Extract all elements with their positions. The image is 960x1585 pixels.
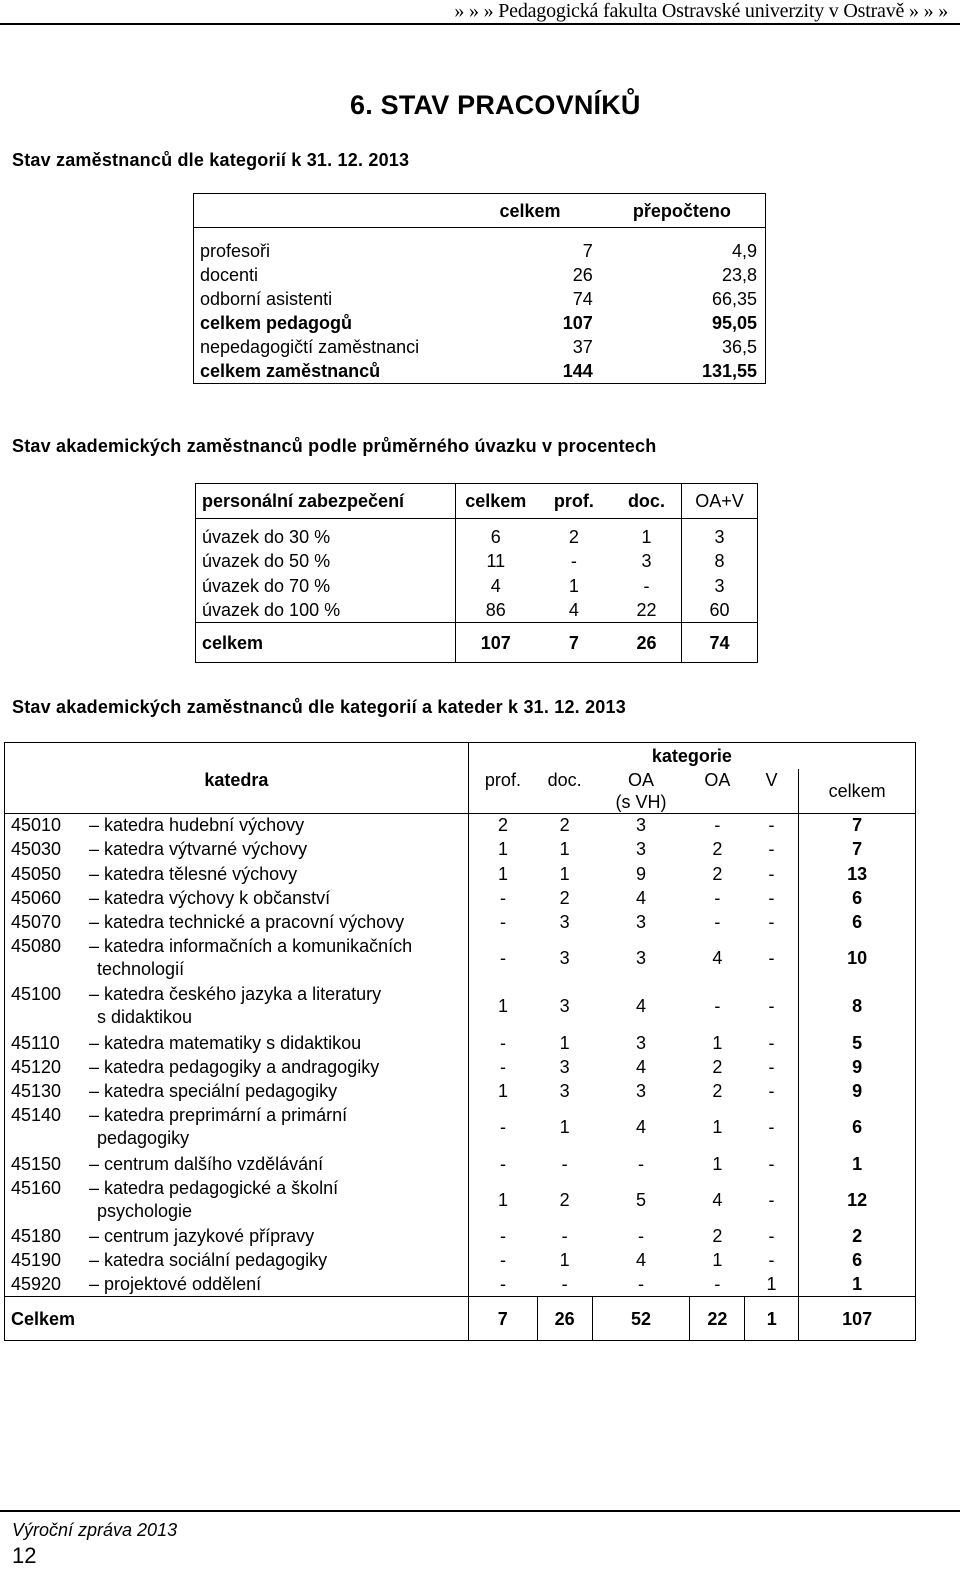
t3-row-oa-vh: 9 xyxy=(636,863,647,884)
t3-row-celkem: 8 xyxy=(799,982,916,1030)
t1-header-celkem: celkem xyxy=(461,194,601,228)
t3-row-code: 45160 xyxy=(11,1177,62,1198)
t3-row-prof: 1 xyxy=(468,1079,537,1103)
t2-row-label: úvazek do 70 % xyxy=(196,574,456,599)
t3-row-name-cont: pedagogiky xyxy=(97,1128,190,1149)
t2-row-label: úvazek do 100 % xyxy=(196,598,456,623)
t3-row-department xyxy=(5,1176,469,1224)
t3-row-doc: - xyxy=(561,1153,568,1174)
t3-total-prof: 7 xyxy=(468,1297,537,1341)
t3-row-v: - xyxy=(745,1079,799,1103)
page-number: 12 xyxy=(12,1543,37,1568)
t3-row-oa: 2 xyxy=(712,1081,723,1102)
t3-row-department xyxy=(5,1030,469,1054)
t3-header-prof: prof. xyxy=(468,769,537,814)
t3-row-name: – projektové oddělení xyxy=(89,1274,262,1295)
t2-header-celkem: celkem xyxy=(455,484,536,519)
t1-separator-cell xyxy=(194,228,462,239)
t3-total-doc: 26 xyxy=(537,1297,592,1341)
t3-row-oa-vh: 5 xyxy=(636,1189,647,1210)
t3-row-celkem: 2 xyxy=(799,1224,916,1248)
section3-heading: Stav akademických zaměstnanců dle kategorií a kateder k 31. 12. 2013 xyxy=(12,697,626,717)
t3-row-oa-vh: 4 xyxy=(636,996,647,1017)
t3-row xyxy=(5,813,916,837)
t3-row-celkem: 5 xyxy=(799,1030,916,1054)
t3-row-code: 45180 xyxy=(11,1225,62,1246)
t3-row-doc: 1 xyxy=(559,1250,570,1271)
t3-row-oa: 4 xyxy=(712,948,723,969)
t3-row xyxy=(5,1055,916,1079)
department-table xyxy=(4,742,916,1341)
t1-separator-cell xyxy=(601,228,766,239)
t3-row-department xyxy=(5,934,469,982)
t3-row-oa-vh: - xyxy=(638,1274,644,1295)
t3-row-department xyxy=(5,1272,469,1296)
t3-row-doc: - xyxy=(561,1225,568,1246)
t3-row-prof: - xyxy=(468,1151,537,1175)
t3-row-name: – katedra preprimární a primární xyxy=(89,1105,348,1126)
t3-group-header: kategorie xyxy=(468,743,915,769)
t3-row xyxy=(5,1176,916,1224)
t1-row-label: odborní asistenti xyxy=(194,287,462,311)
t3-row-v: - xyxy=(745,982,799,1030)
t3-header-blank xyxy=(5,743,469,769)
t3-row-prof: - xyxy=(468,1224,537,1248)
t1-row xyxy=(194,263,766,287)
t3-header-oa-vh-label: OA xyxy=(628,769,655,790)
t3-row-oa: 1 xyxy=(712,1117,723,1138)
t3-row-name: – katedra pedagogické a školní xyxy=(89,1177,339,1198)
t3-row-celkem: 6 xyxy=(799,910,916,934)
t1-row xyxy=(194,335,766,359)
t3-row-oa: - xyxy=(714,888,721,909)
t3-row-v: - xyxy=(745,1055,799,1079)
t3-row xyxy=(5,1151,916,1175)
t2-row-label: úvazek do 50 % xyxy=(196,549,456,574)
t1-row xyxy=(194,287,766,311)
t2-row-doc: 22 xyxy=(636,600,657,620)
t3-row-code: 45010 xyxy=(11,815,62,836)
t3-row-oa: 2 xyxy=(712,839,723,860)
t3-row-doc: 3 xyxy=(559,1056,570,1077)
t3-header-oa-vh-sub: (s VH) xyxy=(615,791,667,812)
t1-row-prepocteno: 95,05 xyxy=(601,311,766,335)
t3-row-code: 45050 xyxy=(11,863,62,884)
running-header: » » » Pedagogická fakulta Ostravské univerzity v Ostravě » » » xyxy=(0,0,960,25)
t3-row-doc: 1 xyxy=(559,1032,570,1053)
t3-header-oa-vh xyxy=(592,769,690,814)
t2-total-label: celkem xyxy=(196,623,456,663)
employees-by-category-table xyxy=(193,193,766,384)
t3-row-name-cont: psychologie xyxy=(97,1200,193,1221)
t2-row-oav: 60 xyxy=(682,598,758,623)
t3-row-celkem: 6 xyxy=(799,1248,916,1272)
t3-row-oa-vh: 3 xyxy=(636,948,647,969)
t3-header-celkem: celkem xyxy=(799,769,916,814)
t3-row-department xyxy=(5,982,469,1030)
t3-row-code: 45110 xyxy=(11,1032,60,1053)
t3-row xyxy=(5,982,916,1030)
footer-rule xyxy=(0,1510,960,1512)
t3-row-celkem: 7 xyxy=(799,813,916,837)
t3-row-department xyxy=(5,1248,469,1272)
t1-row-celkem: 74 xyxy=(572,288,593,309)
t2-row-celkem: 86 xyxy=(455,598,536,623)
t3-row-v: - xyxy=(745,862,799,886)
t1-row xyxy=(194,359,766,384)
t3-row-oa-vh: 4 xyxy=(636,1117,647,1138)
t3-row-prof: - xyxy=(468,1103,537,1151)
t3-row-name: – katedra tělesné výchovy xyxy=(89,863,298,884)
t3-row-name: – centrum dalšího vzdělávání xyxy=(89,1153,324,1174)
t3-row-code: 45140 xyxy=(11,1105,62,1126)
t1-row-celkem: 26 xyxy=(572,264,593,285)
t1-row-prepocteno: 23,8 xyxy=(601,263,766,287)
t3-total-celkem: 107 xyxy=(799,1297,916,1341)
t2-row-doc: 1 xyxy=(641,527,652,547)
t3-header-doc: doc. xyxy=(537,769,592,814)
t3-row-name-cont: technologií xyxy=(97,959,185,980)
t3-row-celkem: 6 xyxy=(799,1103,916,1151)
t3-row-oa: - xyxy=(714,996,721,1017)
t3-row-celkem: 1 xyxy=(799,1151,916,1175)
t2-header-prof: prof. xyxy=(536,484,612,519)
t3-total-row xyxy=(5,1297,916,1341)
t3-row-code: 45100 xyxy=(11,984,62,1005)
t3-row-code: 45030 xyxy=(11,839,62,860)
t1-separator-cell xyxy=(461,228,601,239)
t3-row-v: 1 xyxy=(745,1272,799,1296)
t3-row-oa-vh: 4 xyxy=(636,1250,647,1271)
t3-row-department xyxy=(5,886,469,910)
t3-row-v: - xyxy=(745,934,799,982)
t1-row-prepocteno: 4,9 xyxy=(601,239,766,263)
t3-row-doc: 1 xyxy=(559,863,570,884)
t3-row-name: – katedra českého jazyka a literatury xyxy=(89,984,382,1005)
t1-row-celkem: 107 xyxy=(562,312,593,333)
t3-group-header-row xyxy=(5,743,916,769)
t3-row-department xyxy=(5,1103,469,1151)
t3-row-celkem: 6 xyxy=(799,886,916,910)
chapter-title: 6. STAV PRACOVNÍKŮ xyxy=(350,90,641,120)
t3-row xyxy=(5,1030,916,1054)
t3-row-name: – katedra výtvarné výchovy xyxy=(89,839,308,860)
t3-row-department xyxy=(5,1224,469,1248)
t1-row-label: docenti xyxy=(194,263,462,287)
t3-row-prof: 2 xyxy=(468,813,537,837)
t3-row-oa: 2 xyxy=(712,863,723,884)
workload-table xyxy=(195,483,758,663)
t3-row-name: – centrum jazykové přípravy xyxy=(89,1225,315,1246)
t3-row-v: - xyxy=(745,813,799,837)
t3-row-prof: 1 xyxy=(468,862,537,886)
t3-row-department xyxy=(5,837,469,861)
t1-header-prepocteno: přepočteno xyxy=(601,194,766,228)
t2-row-celkem: 6 xyxy=(455,519,536,550)
t3-header-v: V xyxy=(745,769,799,814)
t3-row-oa-vh: 4 xyxy=(636,1056,647,1077)
t2-header-row xyxy=(196,484,758,519)
section2-heading: Stav akademických zaměstnanců podle průměrného úvazku v procentech xyxy=(12,436,657,456)
t3-row-oa: - xyxy=(714,1274,721,1295)
t3-row-doc: - xyxy=(561,1274,568,1295)
t3-header-oa: OA xyxy=(690,769,745,814)
t1-row-celkem: 7 xyxy=(582,240,593,261)
t3-row-name-cont: s didaktikou xyxy=(97,1007,193,1028)
t3-row xyxy=(5,1248,916,1272)
t3-row-department xyxy=(5,1055,469,1079)
t3-row-name: – katedra hudební výchovy xyxy=(89,815,305,836)
t3-row-celkem: 10 xyxy=(799,934,916,982)
t3-row-doc: 3 xyxy=(559,1081,570,1102)
t3-total-oa: 22 xyxy=(690,1297,745,1341)
t1-header-row xyxy=(194,194,766,228)
t3-row-doc: 2 xyxy=(559,888,570,909)
t3-row-prof: - xyxy=(468,1248,537,1272)
t3-row-oa: 1 xyxy=(712,1153,723,1174)
t1-row xyxy=(194,239,766,263)
t3-row-prof: - xyxy=(468,934,537,982)
t3-row-code: 45080 xyxy=(11,936,62,957)
t2-row-prof: 4 xyxy=(568,600,579,620)
t2-row-prof: - xyxy=(570,551,577,572)
t2-header-label: personální zabezpečení xyxy=(196,484,456,519)
section1-heading: Stav zaměstnanců dle kategorií k 31. 12. 2013 xyxy=(12,150,410,170)
t3-row-doc: 2 xyxy=(559,1189,570,1210)
t3-row-v: - xyxy=(745,837,799,861)
t3-row-oa: 4 xyxy=(712,1189,723,1210)
t3-row xyxy=(5,1272,916,1296)
t1-row-label: nepedagogičtí zaměstnanci xyxy=(194,335,462,359)
footer-report-title: Výroční zpráva 2013 xyxy=(12,1520,178,1540)
t3-row-oa-vh: 3 xyxy=(636,839,647,860)
t3-row-code: 45130 xyxy=(11,1081,62,1102)
t3-row-oa-vh: 3 xyxy=(636,815,647,836)
t1-separator xyxy=(194,228,766,239)
t3-row-prof: - xyxy=(468,910,537,934)
t3-row-oa: 1 xyxy=(712,1032,723,1053)
t1-row-prepocteno: 36,5 xyxy=(601,335,766,359)
t3-row-department xyxy=(5,813,469,837)
t3-row-oa-vh: - xyxy=(638,1153,644,1174)
t3-row-v: - xyxy=(745,886,799,910)
t3-row-celkem: 7 xyxy=(799,837,916,861)
t3-row-v: - xyxy=(745,1248,799,1272)
t3-row-doc: 1 xyxy=(559,1117,570,1138)
t3-row-name: – katedra technické a pracovní výchovy xyxy=(89,912,405,933)
t3-column-header-row xyxy=(5,769,916,814)
t1-row-prepocteno: 66,35 xyxy=(601,287,766,311)
t3-row-code: 45060 xyxy=(11,888,62,909)
t3-row-name: – katedra informačních a komunikačních xyxy=(89,936,413,957)
t2-row-doc: 3 xyxy=(641,551,652,572)
t3-row xyxy=(5,1224,916,1248)
t3-header-katedra: katedra xyxy=(5,769,469,814)
t3-row-prof: 1 xyxy=(468,1176,537,1224)
t3-total-oa-vh: 52 xyxy=(592,1297,690,1341)
t3-row-oa: 2 xyxy=(712,1225,723,1246)
t3-row-prof: - xyxy=(468,1055,537,1079)
t3-row-name: – katedra výchovy k občanství xyxy=(89,888,331,909)
t3-total-label: Celkem xyxy=(5,1297,469,1341)
t3-row xyxy=(5,934,916,982)
t3-row-celkem: 1 xyxy=(799,1272,916,1296)
t3-row-code: 45070 xyxy=(11,912,62,933)
t3-row-doc: 3 xyxy=(559,996,570,1017)
t2-row-prof: 1 xyxy=(568,575,579,596)
t3-row-prof: - xyxy=(468,886,537,910)
t3-row-department xyxy=(5,1151,469,1175)
t2-total-row xyxy=(196,623,758,663)
t3-row-department xyxy=(5,862,469,886)
t1-row-celkem: 144 xyxy=(461,359,601,384)
t3-row-oa-vh: 3 xyxy=(636,1081,647,1102)
t1-row-label: celkem zaměstnanců xyxy=(194,359,462,384)
t3-row-celkem: 13 xyxy=(799,862,916,886)
t1-row-prepocteno: 131,55 xyxy=(601,359,766,384)
t3-row-prof: - xyxy=(468,1272,537,1296)
t3-row-department xyxy=(5,910,469,934)
t3-row-celkem: 9 xyxy=(799,1055,916,1079)
t3-row-oa: 1 xyxy=(712,1250,723,1271)
t3-row-v: - xyxy=(745,1176,799,1224)
t3-row-celkem: 9 xyxy=(799,1079,916,1103)
t3-row-prof: 1 xyxy=(468,982,537,1030)
t3-row-oa: 2 xyxy=(712,1056,723,1077)
t3-row-oa-vh: - xyxy=(638,1225,644,1246)
t2-row-celkem: 11 xyxy=(455,549,536,574)
t2-row xyxy=(196,519,758,550)
t3-row xyxy=(5,837,916,861)
t3-row-oa-vh: 3 xyxy=(636,912,647,933)
t2-row-oav: 8 xyxy=(682,549,758,574)
t3-row xyxy=(5,910,916,934)
t3-row-v: - xyxy=(745,1030,799,1054)
t3-row-prof: 1 xyxy=(468,837,537,861)
t3-row-v: - xyxy=(745,910,799,934)
t1-row xyxy=(194,311,766,335)
t3-row-code: 45150 xyxy=(11,1153,62,1174)
t3-row xyxy=(5,1103,916,1151)
t3-row-code: 45920 xyxy=(11,1274,62,1295)
t3-row-v: - xyxy=(745,1151,799,1175)
t3-row-name: – katedra pedagogiky a andragogiky xyxy=(89,1056,380,1077)
t3-row-oa-vh: 3 xyxy=(636,1032,647,1053)
t2-row-doc: - xyxy=(643,575,650,596)
t2-total-prof: 7 xyxy=(536,623,612,663)
t1-row-label: celkem pedagogů xyxy=(194,311,462,335)
t2-header-doc: doc. xyxy=(612,484,682,519)
t3-row-doc: 3 xyxy=(559,948,570,969)
t2-row-oav: 3 xyxy=(682,519,758,550)
t3-row-code: 45120 xyxy=(11,1056,62,1077)
t3-row-doc: 1 xyxy=(559,839,570,860)
t3-row-celkem: 12 xyxy=(799,1176,916,1224)
t3-row-v: - xyxy=(745,1224,799,1248)
t2-total-doc: 26 xyxy=(612,623,682,663)
t2-row xyxy=(196,574,758,599)
t2-row-oav: 3 xyxy=(682,574,758,599)
t3-row-oa: - xyxy=(714,815,721,836)
t3-row-doc: 3 xyxy=(559,912,570,933)
t3-row-name: – katedra speciální pedagogiky xyxy=(89,1081,338,1102)
t3-row-prof: - xyxy=(468,1030,537,1054)
t3-row xyxy=(5,1079,916,1103)
t2-row xyxy=(196,598,758,623)
t3-total-v: 1 xyxy=(745,1297,799,1341)
t3-row-name: – katedra matematiky s didaktikou xyxy=(89,1032,362,1053)
t3-row-name: – katedra sociální pedagogiky xyxy=(89,1250,328,1271)
t2-row-celkem: 4 xyxy=(455,574,536,599)
t1-header-label xyxy=(194,194,462,228)
t2-row-label: úvazek do 30 % xyxy=(196,519,456,550)
t3-row-code: 45190 xyxy=(11,1250,62,1271)
t3-row xyxy=(5,862,916,886)
t2-header-oav: OA+V xyxy=(682,484,758,519)
t3-row-oa-vh: 4 xyxy=(636,888,647,909)
t3-row-doc: 2 xyxy=(559,815,570,836)
t3-row xyxy=(5,886,916,910)
t2-row-prof: 2 xyxy=(568,527,579,547)
t2-row xyxy=(196,549,758,574)
t2-total-oav: 74 xyxy=(682,623,758,663)
t3-row-department xyxy=(5,1079,469,1103)
t3-row-v: - xyxy=(745,1103,799,1151)
t1-row-label: profesoři xyxy=(194,239,462,263)
t2-total-celkem: 107 xyxy=(455,623,536,663)
t3-row-oa: - xyxy=(714,912,721,933)
t1-row-celkem: 37 xyxy=(572,336,593,357)
